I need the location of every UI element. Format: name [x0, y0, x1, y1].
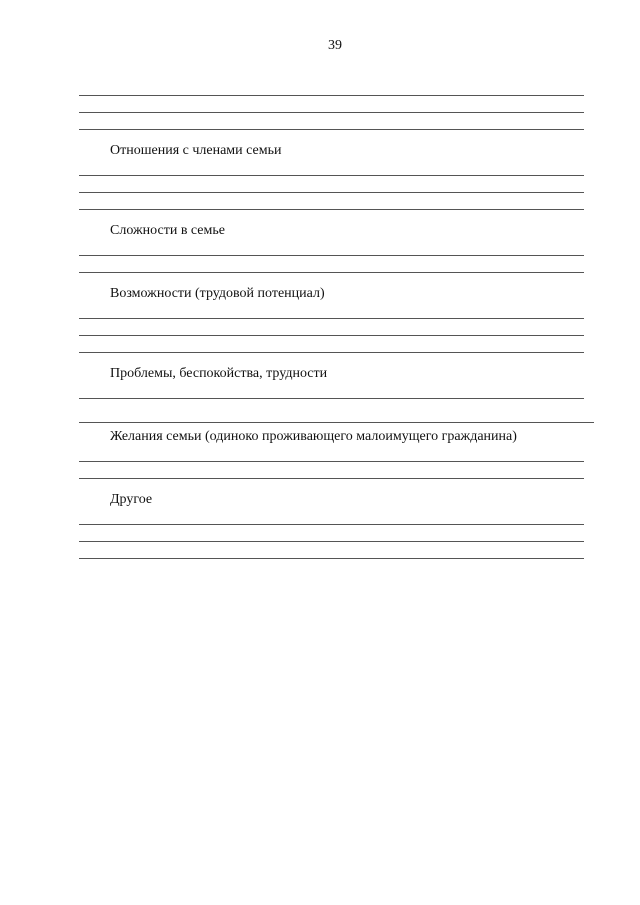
section-label-other: Другое	[110, 492, 153, 507]
blank-line[interactable]	[79, 175, 584, 176]
blank-line[interactable]	[79, 352, 584, 353]
section-label-opportunities: Возможности (трудовой потенциал)	[110, 286, 325, 301]
blank-line[interactable]	[79, 192, 584, 193]
section-label-family-relations: Отношения с членами семьи	[110, 143, 282, 158]
section-label-family-wishes: Желания семьи (одиноко проживающего малоимущего гражданина)	[110, 429, 517, 444]
blank-line[interactable]	[79, 209, 584, 210]
blank-line[interactable]	[79, 558, 584, 559]
section-label-family-difficulties: Сложности в семье	[110, 223, 225, 238]
blank-line[interactable]	[79, 95, 584, 96]
blank-line[interactable]	[79, 129, 584, 130]
blank-line[interactable]	[79, 272, 584, 273]
blank-line[interactable]	[79, 112, 584, 113]
blank-line[interactable]	[79, 255, 584, 256]
blank-line[interactable]	[79, 318, 584, 319]
blank-line[interactable]	[79, 461, 584, 462]
page-number: 39	[328, 38, 342, 53]
section-label-problems: Проблемы, беспокойства, трудности	[110, 366, 328, 381]
blank-line[interactable]	[79, 541, 584, 542]
blank-line[interactable]	[79, 335, 584, 336]
blank-line[interactable]	[79, 398, 584, 399]
blank-line[interactable]	[79, 422, 594, 423]
blank-line[interactable]	[79, 478, 584, 479]
blank-line[interactable]	[79, 524, 584, 525]
